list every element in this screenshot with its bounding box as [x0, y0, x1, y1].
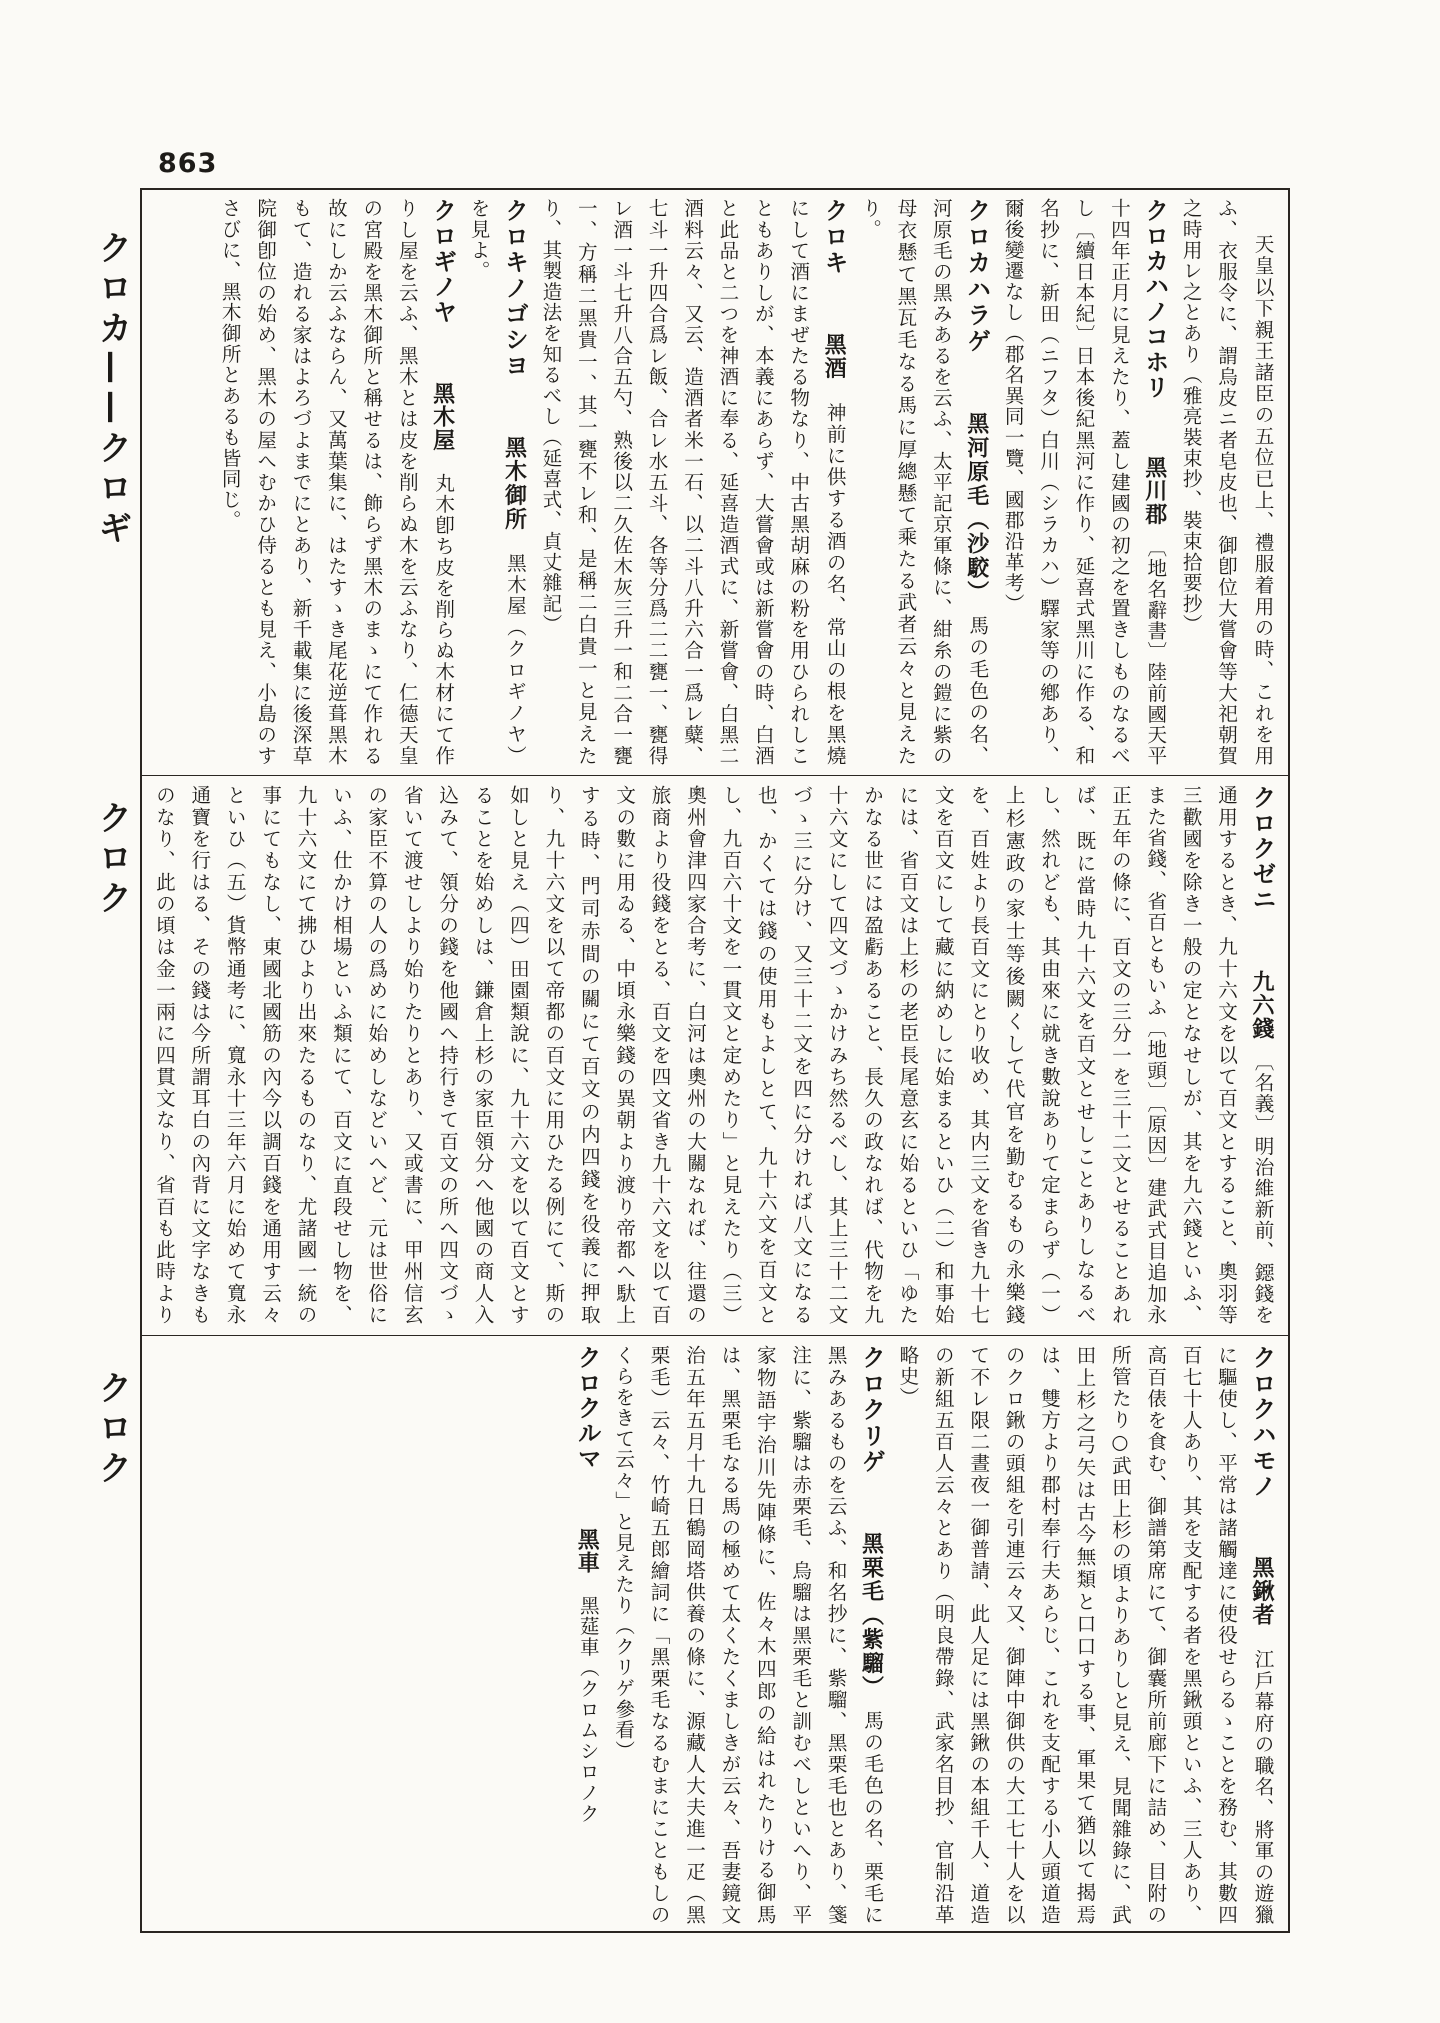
entry-kanji: 黑木屋: [429, 381, 456, 452]
entry-headword: クロギノヤ: [428, 198, 457, 325]
entry-kanji: 黑酒: [821, 332, 848, 381]
dictionary-entry: [890, 1345, 1280, 1925]
dictionary-entry: [1173, 198, 1280, 766]
side-headword: クロク: [92, 1370, 132, 1490]
entry-headword: クロキ: [820, 198, 849, 276]
dictionary-band-2: [150, 785, 1280, 1325]
entry-kanji: 九六錢: [1249, 969, 1275, 1040]
band-divider: [142, 1335, 1288, 1336]
entry-headword: クロカハラゲ: [962, 198, 991, 355]
entry-kanji: 黑車: [574, 1527, 601, 1575]
entry-kanji: 黑川郡: [1141, 456, 1168, 527]
entry-headword: クロクハモノ: [1248, 1345, 1276, 1500]
entry-headword: クロクゼニ: [1248, 785, 1276, 913]
entry-body: 黑莚車（クロムシロノク: [576, 1595, 600, 1824]
entry-body: 天皇以下親王諸臣の五位已上、禮服着用の時、これを用ふ、衣服令に、謂烏皮ニ者皂皮也、御卽位大嘗會等大祀朝賀之時用レ之とあり（雅亮裝束抄、裝束拾要抄）: [1179, 198, 1274, 766]
entry-body: 神前に供する酒の名、常山の根を黑燒にして酒にまぜたる物なり、中古黑胡麻の粉を用ひられしこともありしが、本義にあらず、大嘗會或は新嘗會の時、白酒と此品と二つを神酒に奉る、延喜造酒式に、新嘗會、白黑二酒料云々、又云、造酒者米一石、以二斗八升六合一爲レ糵、七斗一升四合爲レ飯、合レ水五斗、各等分爲二二甕一、甕得レ酒一斗七升八合五勺、熟後以二久佐木灰三升一和二合一甕一、方稱二黑貴一、其一甕不レ和、是稱二白貴一と見えたり、其製造法を知るべし（延喜式、貞丈雜記）: [538, 198, 847, 766]
page-number: 863: [158, 148, 218, 179]
dictionary-entry: [852, 198, 995, 766]
entry-kanji: 黑河原毛（沙駮）: [963, 412, 990, 594]
dictionary-entry: [605, 1345, 889, 1925]
entry-body: 馬の毛色の名、河原毛の黑みあるを云ふ、太平記京軍條に、紺糸の鎧に紫の母衣懸て黑瓦毛なる馬に厚總懸て乘たる武者云々と見えたり。: [858, 198, 989, 766]
text-column: [150, 785, 1280, 1325]
entry-headword: クロクルマ: [573, 1345, 602, 1471]
side-headword: クロカ——クロギ: [92, 230, 132, 550]
entry-body: 〔地名辭書〕陸前國天平十四年正月に見えたり、蓋し建國の初之を置きしものなるべし〔續日本紀〕日本後紀黑河に作り、延喜式黑川に作る、和名抄に、新田（ニフタ）白川（シラカハ）驛家等の鄕あり、爾後變遷なし（郡名異同一覽、國郡沿革考）: [1001, 198, 1167, 766]
dictionary-entry: [532, 198, 852, 766]
entry-body: 丸木卽ち皮を削らぬ木材にて作りし屋を云ふ、黑木とは皮を削らぬ木を云ふなり、仁德天皇の宮殿を黑木御所と稱せるは、飾らず黑木のまゝにて作れる故にしか云ふならん、又萬葉集に、はたすゝき尾花逆葺黑木もて、造れる家はよろづよまでにとあり、新千載集に後深草院御卽位の始め、黑木の屋へむかひ侍るとも見え、小島のすさびに、黑木御所とあるも皆同じ。: [218, 198, 455, 766]
entry-kanji: 黑栗毛（紫騮）: [858, 1532, 885, 1689]
text-column: [150, 198, 1280, 766]
entry-headword: クロキノゴシヨ: [500, 198, 529, 379]
entry-body: 江戶幕府の職名、將軍の遊獵に驅使し、平常は諸觸達に使役せらるゝことを務む、其數四百七十人あり、其を支配する者を黑鍬頭といふ、三人あり、高百俵を食む、御譜第席にて、御囊所前廊下に詰め、目附の所管たり○武田上杉の頃よりありしと見え、見聞雜錄に、武田上杉之弓矢は古今無類と口口する事、軍果て猶以て揭焉は、雙方より郡村奉行夫あらじ、これを支配する小人頭道造のクロ鍬の頭組を引連云々又、御陣中御供の大工七十人を以て不レ限二晝夜一御普請、此人足には黑鍬の本組千人、道造の新組五百人云々とあり（明良帶錄、武家名目抄、官制沿革略史）: [895, 1345, 1274, 1925]
entry-body: 黑木屋（クロギノヤ）を見よ。: [467, 198, 527, 766]
entry-kanji: 黑鍬者: [1249, 1556, 1275, 1628]
dictionary-entry: [150, 785, 1280, 1325]
dictionary-band-1: [150, 198, 1280, 766]
dictionary-entry: [461, 198, 533, 766]
dictionary-entry: [569, 1345, 605, 1925]
text-column: [150, 1345, 1280, 1925]
dictionary-entry: [995, 198, 1173, 766]
entry-headword: クロクリゲ: [857, 1345, 886, 1475]
dictionary-entry: [212, 198, 461, 766]
entry-body: 〔名義〕明治維新前、鐚錢を通用するとき、九十六文を以て百文とすること、奧羽等三歡國を除き一般の定となせしが、其を九六錢といふ、また省錢、省百ともいふ〔地頭〕〔原因〕建武式目追加永正五年の條に、百文の三分一を三十二文とせることあれば、既に當時九十六文を百文とせしことありしなるべし、然れども、其由來に就き數說ありて定まらず（一）上杉憲政の家士等後闕くして代官を勤むるもの永樂錢を、百姓より長百文にとり收め、其内三文を省き九十七文を百文にして藏に納めしに始まるといひ（二）和事始には、省百文は上杉の老臣長尾意玄に始るといひ「ゆたかなる世には盈虧あること、長久の政なれば、代物を九十六文にして四文づゝかけみち然るべし、其上三十二文づゝ三に分け、又三十二文を四に分ければ八文になる也、かくては錢の使用もよしとて、九十六文を百文とし、九百六十文を一貫文と定めたり」と見えたり（三）奧州會津四家合考に、白河は奧州の大關なれば、往還の旅商より役錢をとる、百文を四文省き九十六文を以て百文の數に用ゐる、中頃永樂錢の異朝より渡り帝都へ馱上する時、門司赤間の關にて百文の内四錢を役義に押取り、九十六文を以て帝都の百文に用ひたる例にて、斯の如しと見え（四）田園類說に、九十六文を以て百文とすることを始めしは、鎌倉上杉の家臣領分へ他國の商人入込みて、領分の錢を他國へ持行きて百文の所へ四文づゝ省いて渡せしより始りたりとあり、又或書に、甲州信玄の家臣不算の人の爲めに始めしなどいへど、元は世俗にいふ、仕かけ相場といふ類にて、百文に直段せし物を、九十六文にて拂ひより出來たるものなり、尤諸國一統の事にてもなし、東國北國筋の內今以調百錢を通用す云々といひ（五）貨幣通考に、寬永十三年六月に始めて寬永通寶を行はる、その錢は今所謂耳白の內背に文字なきものなり、此の頃は金一兩に四貫文なり、省百も此時より: [152, 785, 1274, 1325]
entry-body: 馬の毛色の名、栗毛に黑みあるものを云ふ、和名抄に、紫騮、黑栗毛也とあり、箋注に、紫騮は赤栗毛、烏騮は黑栗毛と訓むべしといへり、平家物語宇治川先陣條に、佐々木四郎の給はれたりける御馬は、黑栗毛なる馬の極めて太くたくましきが云々、吾妻鏡文治五年五月十九日鶴岡塔供養の條に、源藏人大夫進一疋（黑栗毛）云々、竹崎五郎繪詞に「黑栗毛なるむまにこともしのくらをきて云々」と見えたり（クリゲ參看）: [611, 1345, 884, 1925]
dictionary-band-3: [150, 1345, 1280, 1925]
entry-kanji: 黑木御所: [501, 436, 528, 532]
entry-headword: クロカハノコホリ: [1140, 198, 1169, 400]
band-divider: [142, 775, 1288, 776]
side-headword: クロク: [92, 800, 132, 920]
